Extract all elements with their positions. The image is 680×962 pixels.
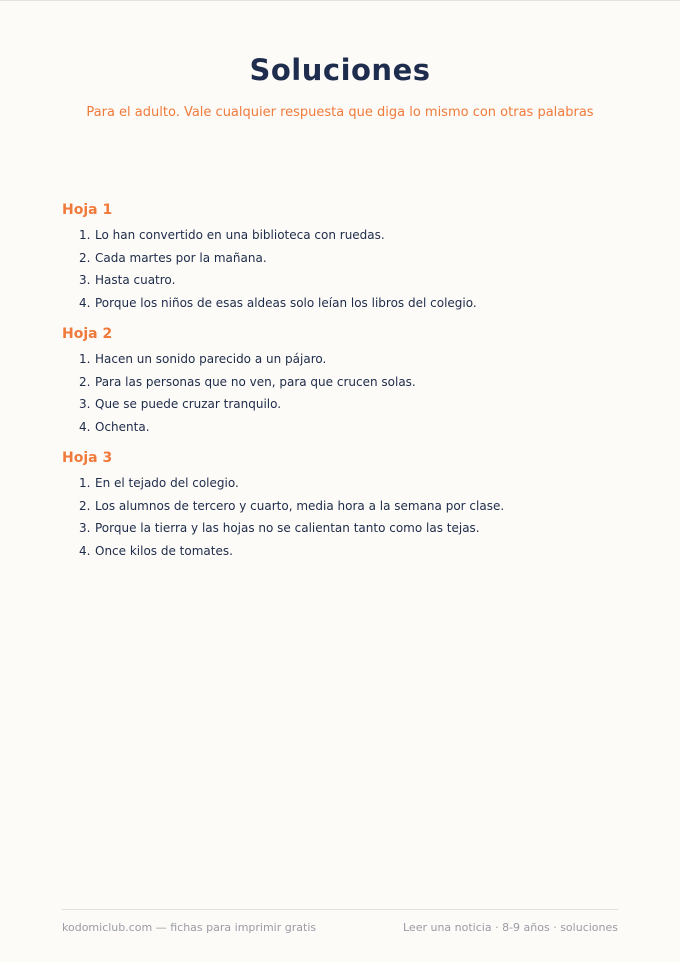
section-heading: Hoja 1 [62, 202, 113, 218]
answer-item [79, 472, 622, 495]
answer-text: Los alumnos de tercero y cuarto, media hora a la semana por clase. [95, 498, 505, 513]
answer-item [79, 292, 622, 315]
answer-item [79, 416, 622, 439]
answer-number: 2. [79, 374, 91, 389]
answer-number: 1. [79, 476, 91, 490]
answer-text: Cada martes por la mañana. [95, 250, 267, 265]
answer-item [79, 247, 622, 270]
answer-list [62, 224, 622, 314]
answer-text: Porque la tierra y las hojas no se calientan tanto como las tejas. [95, 521, 480, 535]
answer-number: 1. [79, 352, 91, 366]
answer-number: 1. [79, 228, 91, 242]
answer-text: Porque los niños de esas aldeas solo leían los libros del colegio. [95, 295, 477, 310]
section-hoja-2 [62, 324, 622, 438]
answer-text: Lo han convertido en una biblioteca con ruedas. [95, 228, 385, 242]
answer-number: 4. [79, 543, 91, 558]
answer-text: Once kilos de tomates. [95, 543, 233, 558]
answer-item [79, 517, 622, 540]
answer-item [79, 269, 622, 292]
answer-number: 3. [79, 397, 91, 411]
answer-number: 4. [79, 419, 91, 434]
answers-content [62, 200, 622, 572]
section-hoja-1 [62, 200, 622, 314]
answer-text: Que se puede cruzar tranquilo. [95, 397, 282, 411]
answer-number: 3. [79, 521, 91, 535]
answer-text: Para las personas que no ven, para que crucen solas. [95, 374, 416, 389]
answer-text: Hasta cuatro. [95, 273, 176, 287]
section-hoja-3 [62, 448, 622, 562]
page-title: Soluciones [249, 53, 431, 87]
footer-info-text: Leer una noticia · 8-9 años · soluciones [403, 921, 618, 934]
answer-item [79, 348, 622, 371]
answer-number: 2. [79, 498, 91, 513]
answer-item [79, 540, 622, 563]
answer-item [79, 224, 622, 247]
answer-text: En el tejado del colegio. [95, 476, 239, 490]
footer-site-text: kodomiclub.com — fichas para imprimir gratis [62, 921, 317, 934]
answer-number: 4. [79, 295, 91, 310]
answer-item [79, 371, 622, 394]
answer-text: Ochenta. [95, 419, 150, 434]
answer-text: Hacen un sonido parecido a un pájaro. [95, 352, 327, 366]
footer-divider [62, 909, 618, 910]
answer-item [79, 393, 622, 416]
section-heading: Hoja 2 [62, 326, 113, 342]
answer-number: 2. [79, 250, 91, 265]
answer-number: 3. [79, 273, 91, 287]
answer-list [62, 348, 622, 438]
answer-list [62, 472, 622, 562]
answer-item [79, 495, 622, 518]
section-heading: Hoja 3 [62, 450, 113, 466]
page-subtitle: Para el adulto. Vale cualquier respuesta que diga lo mismo con otras palabras [86, 105, 594, 120]
